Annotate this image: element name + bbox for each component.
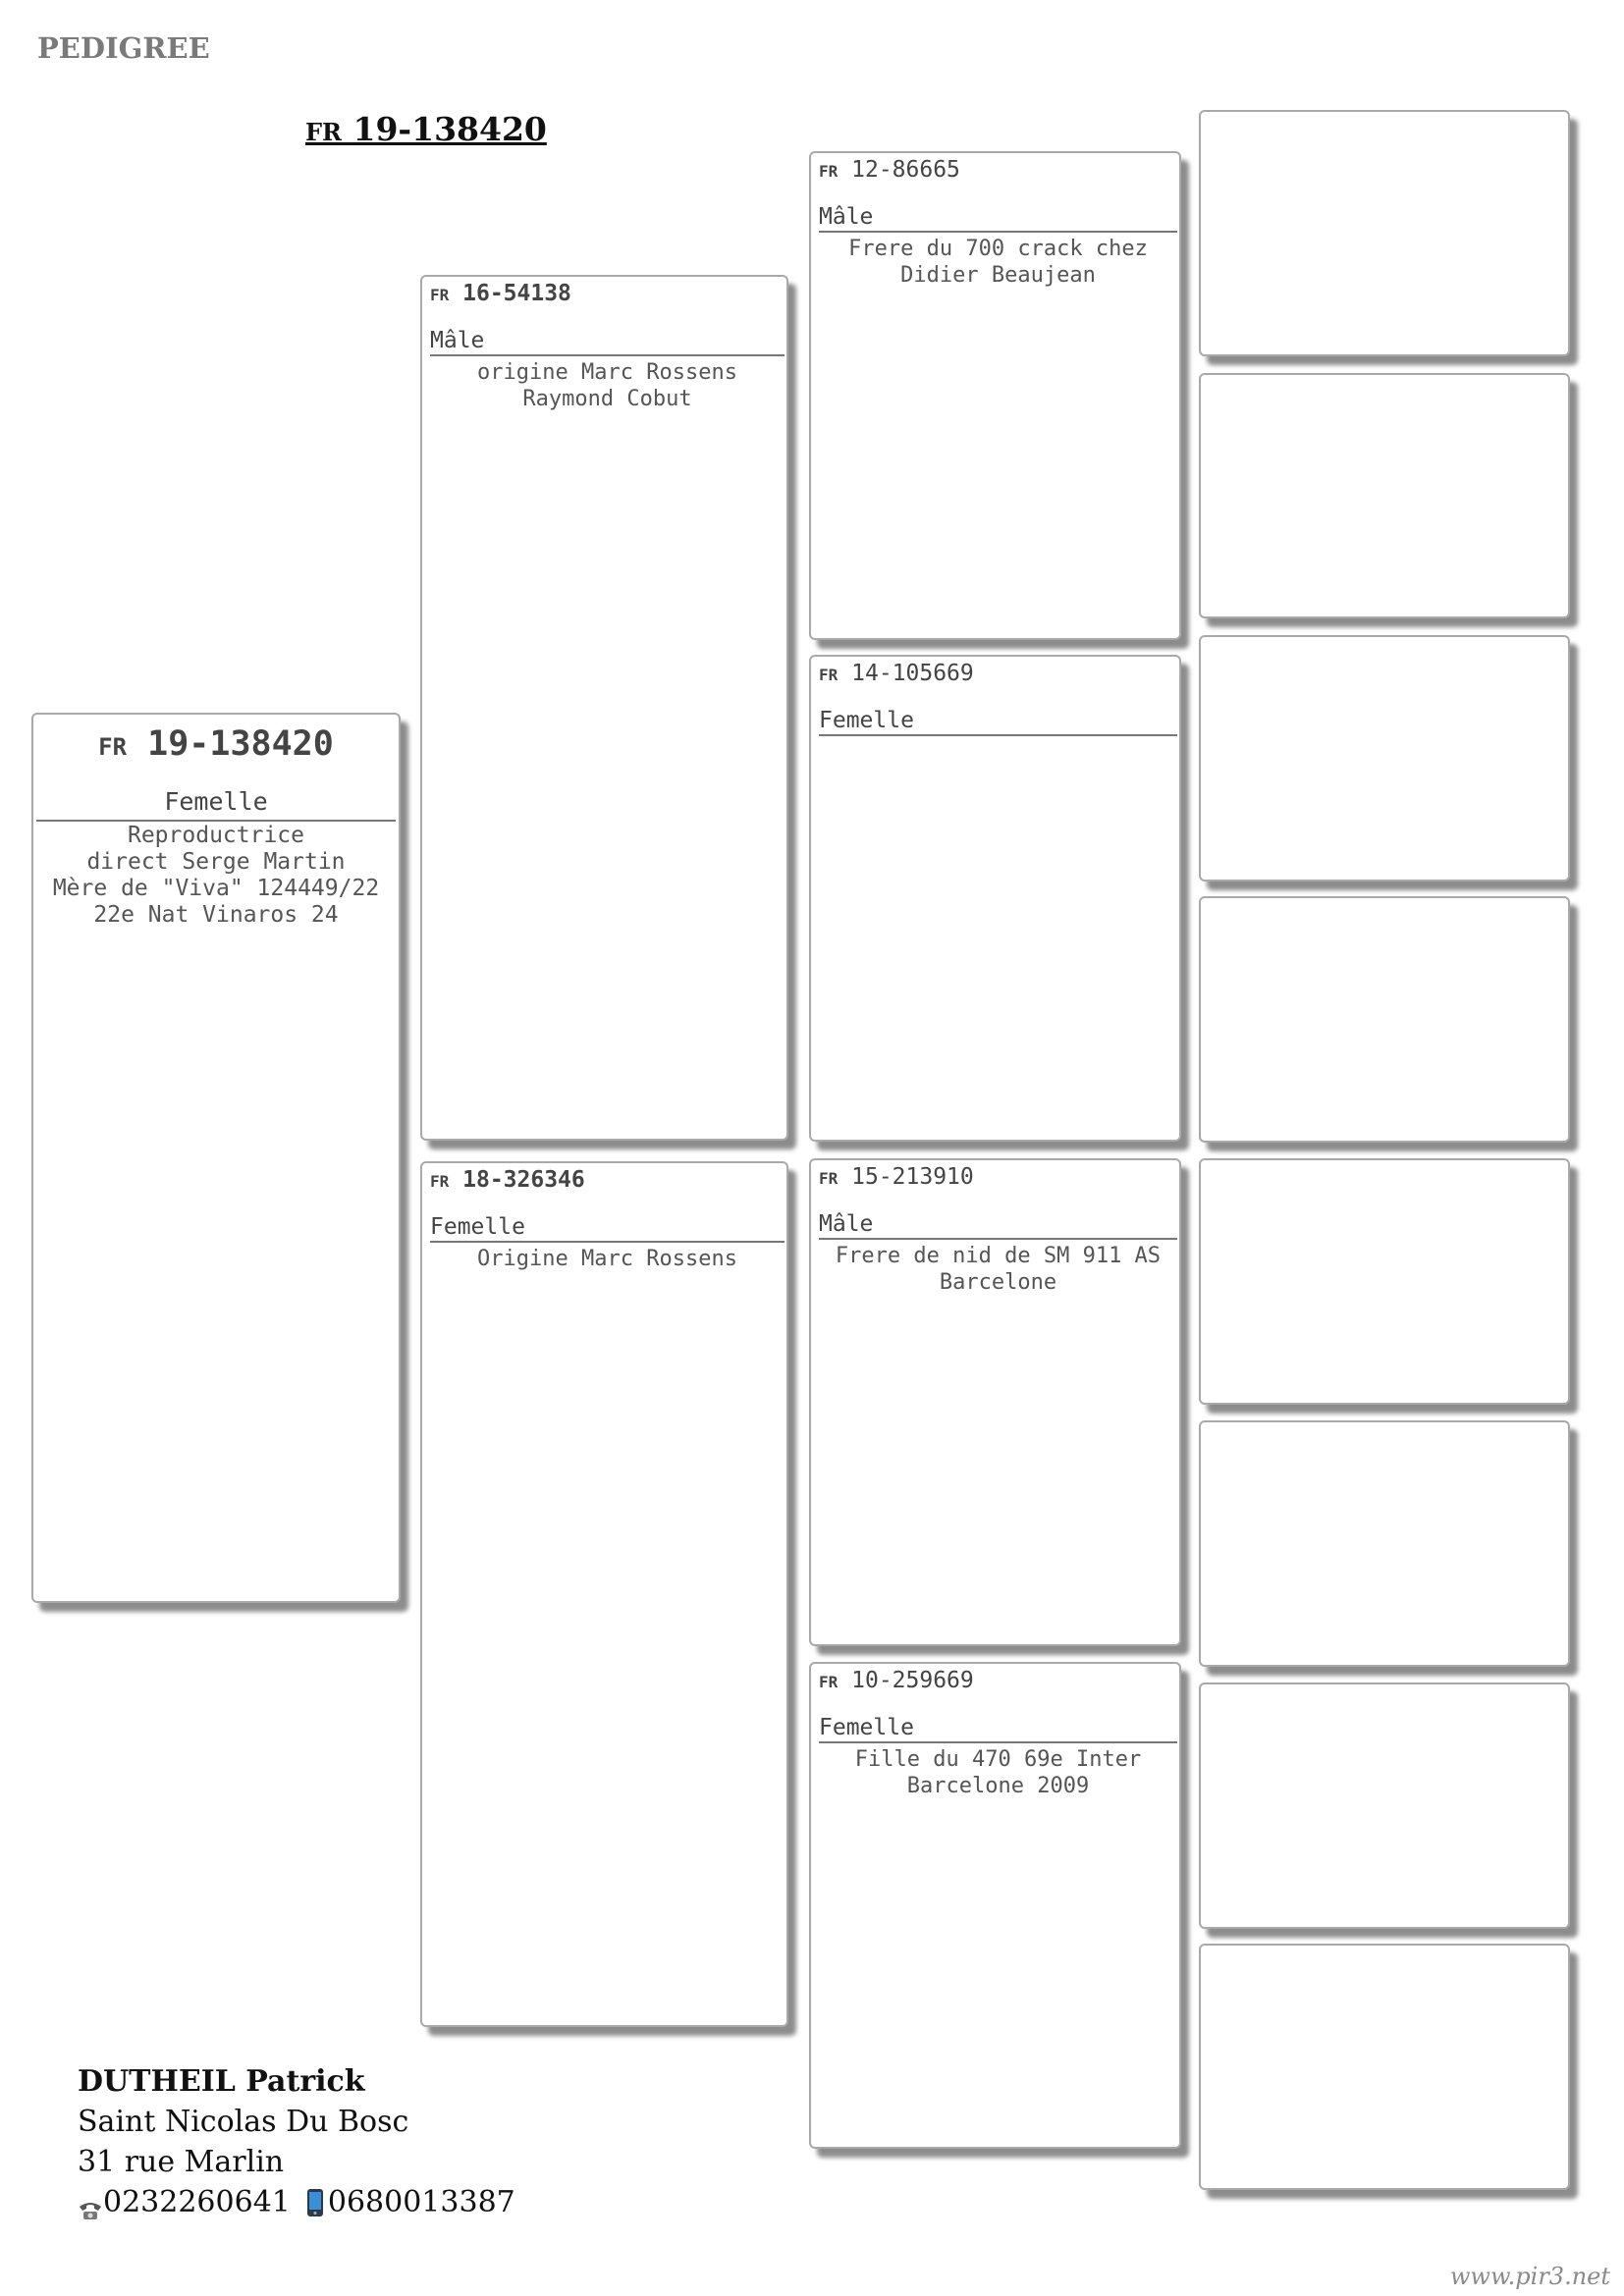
dam-ring-number: 18-326346 bbox=[462, 1167, 585, 1193]
dam-dam-note: Fille du 470 69e Inter bbox=[854, 1747, 1142, 1772]
subject-notes bbox=[36, 823, 396, 929]
sire-ring bbox=[430, 281, 785, 306]
sire-sex: Mâle bbox=[430, 328, 785, 356]
owner-mobile: 0680013387 bbox=[327, 2185, 515, 2219]
great-grandparent-card[interactable] bbox=[1199, 1944, 1570, 2190]
dam-dam-note: Barcelone 2009 bbox=[906, 1774, 1090, 1798]
sire-notes bbox=[430, 359, 785, 412]
subject-ring-country: FR bbox=[98, 733, 128, 761]
ring-heading bbox=[305, 110, 547, 148]
sire-dam-ring-country: FR bbox=[819, 666, 839, 684]
sire-ring-number: 16-54138 bbox=[462, 281, 571, 306]
mobile-phone-icon bbox=[306, 2188, 324, 2217]
dam-sire-ring bbox=[819, 1164, 1177, 1190]
dam-card[interactable] bbox=[420, 1161, 788, 2027]
dam-dam-notes bbox=[819, 1746, 1177, 1799]
sire-sire-ring-country: FR bbox=[819, 162, 839, 181]
sire-sire-ring-number: 12-86665 bbox=[851, 157, 960, 183]
great-grandparent-card[interactable] bbox=[1199, 635, 1570, 881]
sire-note: origine Marc Rossens bbox=[477, 360, 737, 385]
sire-sire-note: Frere du 700 crack chez bbox=[848, 237, 1148, 261]
dam-sire-sex: Mâle bbox=[819, 1211, 1177, 1240]
dam-sire-note: Frere de nid de SM 911 AS bbox=[835, 1244, 1162, 1268]
subject-note: Mère de "Viva" 124449/22 bbox=[52, 876, 380, 901]
ring-heading-number: 19-138420 bbox=[352, 110, 547, 148]
document-title: PEDIGREE bbox=[37, 31, 210, 65]
ring-heading-country: FR bbox=[305, 118, 342, 146]
sire-dam-sex: Femelle bbox=[819, 708, 1177, 736]
dam-dam-card[interactable] bbox=[809, 1662, 1181, 2149]
sire-sire-notes bbox=[819, 236, 1177, 289]
subject-note: direct Serge Martin bbox=[86, 849, 346, 875]
dam-sire-note: Barcelone bbox=[939, 1270, 1057, 1295]
subject-note: Reproductrice bbox=[127, 823, 304, 848]
sire-note: Raymond Cobut bbox=[522, 387, 692, 411]
dam-sex: Femelle bbox=[430, 1214, 785, 1243]
dam-sire-card[interactable] bbox=[809, 1158, 1181, 1646]
sire-sire-sex: Mâle bbox=[819, 204, 1177, 233]
dam-note: Origine Marc Rossens bbox=[477, 1247, 737, 1271]
dam-dam-ring-number: 10-259669 bbox=[851, 1668, 974, 1693]
dam-dam-sex: Femelle bbox=[819, 1715, 1177, 1743]
great-grandparent-card[interactable] bbox=[1199, 1420, 1570, 1667]
sire-dam-card[interactable] bbox=[809, 655, 1181, 1142]
sire-sire-card[interactable] bbox=[809, 151, 1181, 640]
dam-sire-notes bbox=[819, 1243, 1177, 1296]
dam-ring bbox=[430, 1167, 785, 1193]
subject-card[interactable] bbox=[31, 713, 401, 1603]
dam-ring-country: FR bbox=[430, 1172, 450, 1191]
dam-sire-ring-country: FR bbox=[819, 1169, 839, 1188]
subject-sex: Femelle bbox=[36, 787, 396, 822]
dam-dam-ring bbox=[819, 1668, 1177, 1693]
subject-ring bbox=[36, 724, 396, 764]
owner-phone: 0232260641 bbox=[103, 2185, 291, 2219]
great-grandparent-card[interactable] bbox=[1199, 373, 1570, 618]
owner-phones bbox=[78, 2182, 515, 2222]
sire-sire-note: Didier Beaujean bbox=[900, 263, 1096, 288]
dam-notes bbox=[430, 1246, 785, 1272]
dam-dam-ring-country: FR bbox=[819, 1673, 839, 1691]
footer-site: www.pir3.net bbox=[1449, 2263, 1610, 2290]
sire-card[interactable] bbox=[420, 275, 788, 1141]
great-grandparent-card[interactable] bbox=[1199, 896, 1570, 1143]
dam-sire-ring-number: 15-213910 bbox=[851, 1164, 974, 1190]
owner-city: Saint Nicolas Du Bosc bbox=[78, 2105, 409, 2139]
great-grandparent-card[interactable] bbox=[1199, 110, 1570, 356]
great-grandparent-card[interactable] bbox=[1199, 1158, 1570, 1405]
sire-dam-ring-number: 14-105669 bbox=[851, 661, 974, 686]
sire-sire-ring bbox=[819, 157, 1177, 183]
sire-ring-country: FR bbox=[430, 286, 450, 304]
subject-ring-number: 19-138420 bbox=[147, 724, 334, 764]
owner-name: DUTHEIL Patrick bbox=[78, 2064, 365, 2099]
sire-dam-ring bbox=[819, 661, 1177, 686]
phone-icon bbox=[78, 2192, 103, 2214]
owner-block bbox=[78, 2061, 515, 2222]
subject-note: 22e Nat Vinaros 24 bbox=[93, 902, 339, 928]
great-grandparent-card[interactable] bbox=[1199, 1682, 1570, 1929]
owner-address: 31 rue Marlin bbox=[78, 2145, 285, 2179]
